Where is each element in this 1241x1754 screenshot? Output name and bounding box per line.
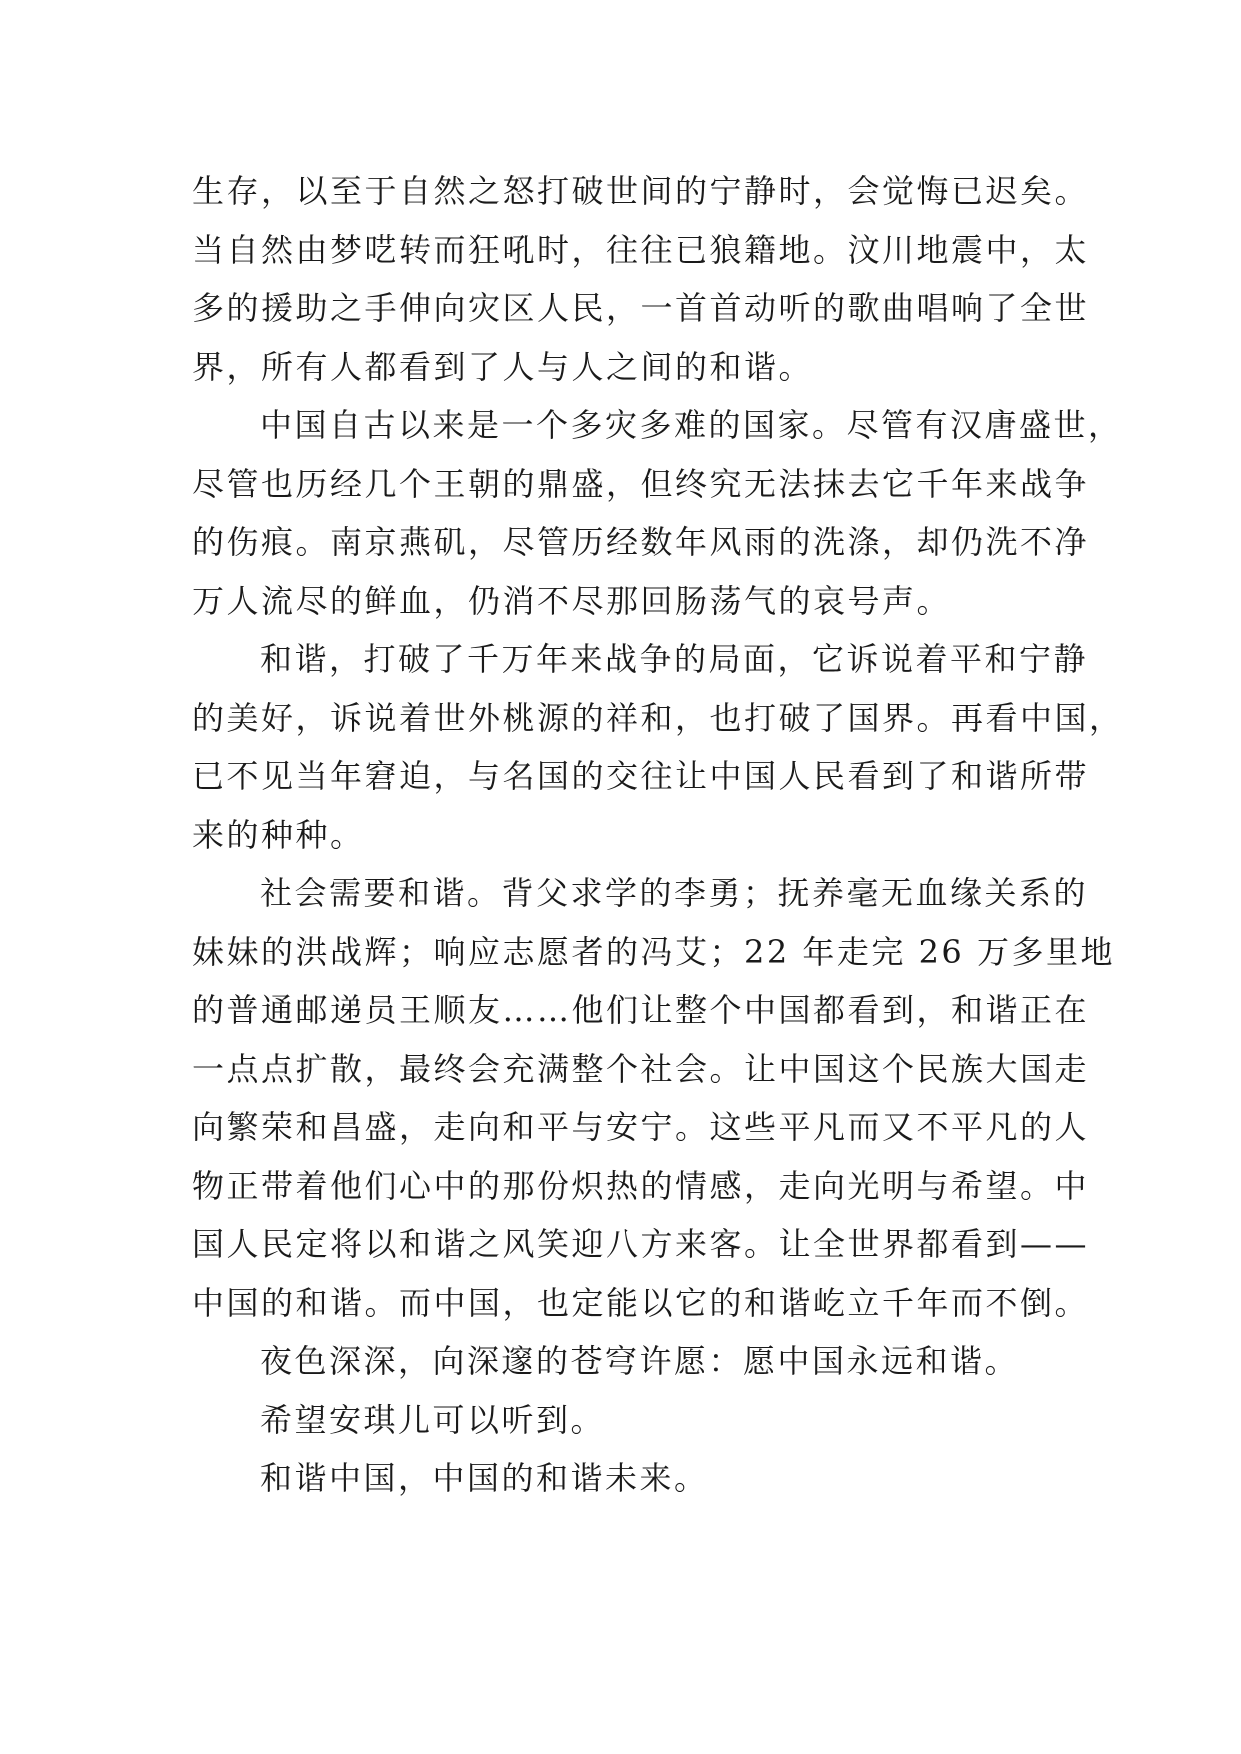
text-line: 向繁荣和昌盛，走向和平与安宁。这些平凡而又不平凡的人 xyxy=(192,1108,1090,1146)
paragraph-first-line: 中国自古以来是一个多灾多难的国家。尽管有汉唐盛世， xyxy=(260,406,1123,444)
text-line: 来的种种。 xyxy=(192,815,365,854)
paragraph-first-line: 和谐中国，中国的和谐未来。 xyxy=(260,1459,709,1497)
text-line: 当自然由梦呓转而狂吼时，往往已狼籍地。汶川地震中，太 xyxy=(192,230,1090,269)
paragraph-first-line: 希望安琪儿可以听到。 xyxy=(260,1400,606,1439)
text-line: 妹妹的洪战辉；响应志愿者的冯艾；22 年走完 26 万多里地 xyxy=(192,932,1115,971)
text-line: 国人民定将以和谐之风笑迎八方来客。让全世界都看到—— xyxy=(192,1225,1090,1263)
document-body xyxy=(192,162,1124,1508)
text-line: 生存，以至于自然之怒打破世间的宁静时，会觉悔已迟矣。 xyxy=(192,172,1090,210)
paragraph-first-line: 和谐，打破了千万年来战争的局面，它诉说着平和宁静 xyxy=(260,640,1089,678)
paragraph-first-line: 夜色深深，向深邃的苍穹许愿：愿中国永远和谐。 xyxy=(260,1342,1020,1380)
text-line: 的伤痕。南京燕矶，尽管历经数年风雨的洗涤，却仍洗不净 xyxy=(192,523,1090,561)
text-line: 尽管也历经几个王朝的鼎盛，但终究无法抹去它千年来战争 xyxy=(192,464,1090,503)
text-line: 界，所有人都看到了人与人之间的和谐。 xyxy=(192,347,814,386)
text-line: 的美好，诉说着世外桃源的祥和，也打破了国界。再看中国， xyxy=(192,698,1124,737)
text-line: 一点点扩散，最终会充满整个社会。让中国这个民族大国走 xyxy=(192,1049,1090,1088)
text-line: 已不见当年窘迫，与名国的交往让中国人民看到了和谐所带 xyxy=(192,757,1090,795)
text-line: 物正带着他们心中的那份炽热的情感，走向光明与希望。中 xyxy=(192,1166,1090,1205)
text-line: 中国的和谐。而中国，也定能以它的和谐屹立千年而不倒。 xyxy=(192,1283,1090,1322)
text-line: 的普通邮递员王顺友……他们让整个中国都看到，和谐正在 xyxy=(192,991,1090,1029)
text-line: 万人流尽的鲜血，仍消不尽那回肠荡气的哀号声。 xyxy=(192,581,952,620)
paragraph-first-line: 社会需要和谐。背父求学的李勇；抚养毫无血缘关系的 xyxy=(260,874,1089,912)
text-line: 多的援助之手伸向灾区人民，一首首动听的歌曲唱响了全世 xyxy=(192,289,1090,327)
